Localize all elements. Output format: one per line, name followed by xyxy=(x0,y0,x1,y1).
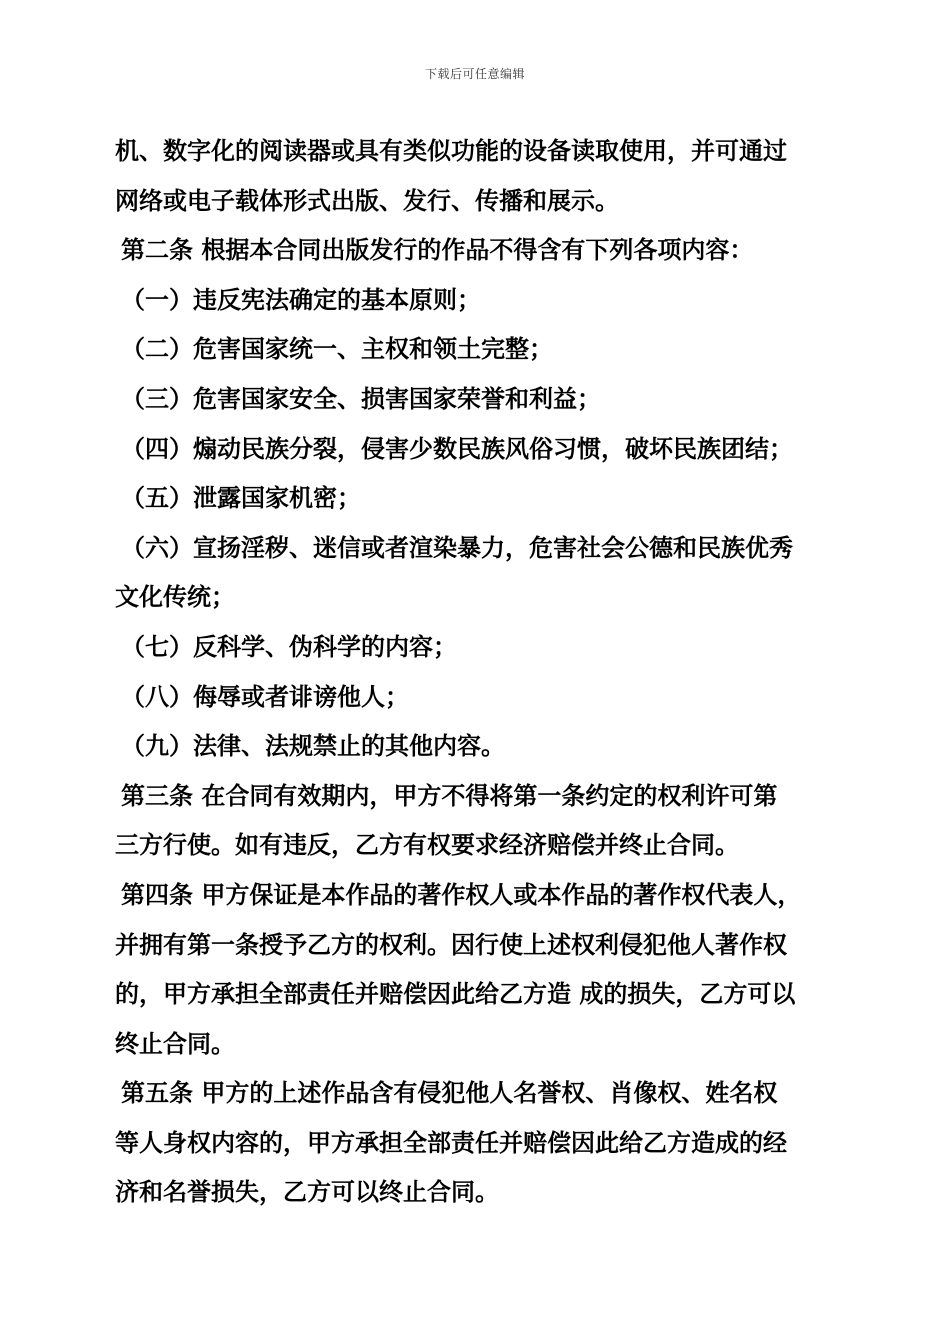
list-item-line: （二）危害国家统一、主权和领土完整； xyxy=(121,334,553,364)
list-item-line: （一）违反宪法确定的基本原则； xyxy=(121,284,481,314)
list-item-line: （六）宣扬淫秽、迷信或者渲染暴力，危害社会公德和民族优秀 xyxy=(121,532,793,562)
header-note: 下载后可任意编辑 xyxy=(424,67,525,81)
list-item-line: （九）法律、法规禁止的其他内容。 xyxy=(121,731,505,761)
article-heading-line: 第三条 在合同有效期内，甲方不得将第一条约定的权利许可第 xyxy=(121,780,778,810)
article-heading-line: 第五条 甲方的上述作品含有侵犯他人名誉权、肖像权、姓名权 xyxy=(121,1078,778,1108)
list-item-line: （五）泄露国家机密； xyxy=(121,483,361,513)
text-line: 三方行使。如有违反，乙方有权要求经济赔偿并终止合同。 xyxy=(115,830,739,860)
list-item-line: （四）煽动民族分裂，侵害少数民族风俗习惯，破坏民族团结； xyxy=(121,433,793,463)
text-line: 并拥有第一条授予乙方的权利。因行使上述权利侵犯他人著作权 xyxy=(115,929,787,959)
text-line: 的，甲方承担全部责任并赔偿因此给乙方造 成的损失，乙方可以 xyxy=(115,979,796,1009)
text-line: 文化传统； xyxy=(115,582,235,612)
text-line: 终止合同。 xyxy=(115,1028,235,1058)
text-line: 等人身权内容的，甲方承担全部责任并赔偿因此给乙方造成的经 xyxy=(115,1127,787,1157)
text-line: 网络或电子载体形式出版、发行、传播和展示。 xyxy=(115,185,619,215)
article-heading-line: 第二条 根据本合同出版发行的作品不得含有下列各项内容： xyxy=(121,235,754,265)
text-line: 济和名誉损失，乙方可以终止合同。 xyxy=(115,1177,499,1207)
list-item-line: （七）反科学、伪科学的内容； xyxy=(121,631,457,661)
list-item-line: （八）侮辱或者诽谤他人； xyxy=(121,681,409,711)
article-heading-line: 第四条 甲方保证是本作品的著作权人或本作品的著作权代表人， xyxy=(121,879,802,909)
document-body xyxy=(115,126,845,1217)
list-item-line: （三）危害国家安全、损害国家荣誉和利益； xyxy=(121,383,601,413)
text-line: 机、数字化的阅读器或具有类似功能的设备读取使用，并可通过 xyxy=(115,136,787,165)
